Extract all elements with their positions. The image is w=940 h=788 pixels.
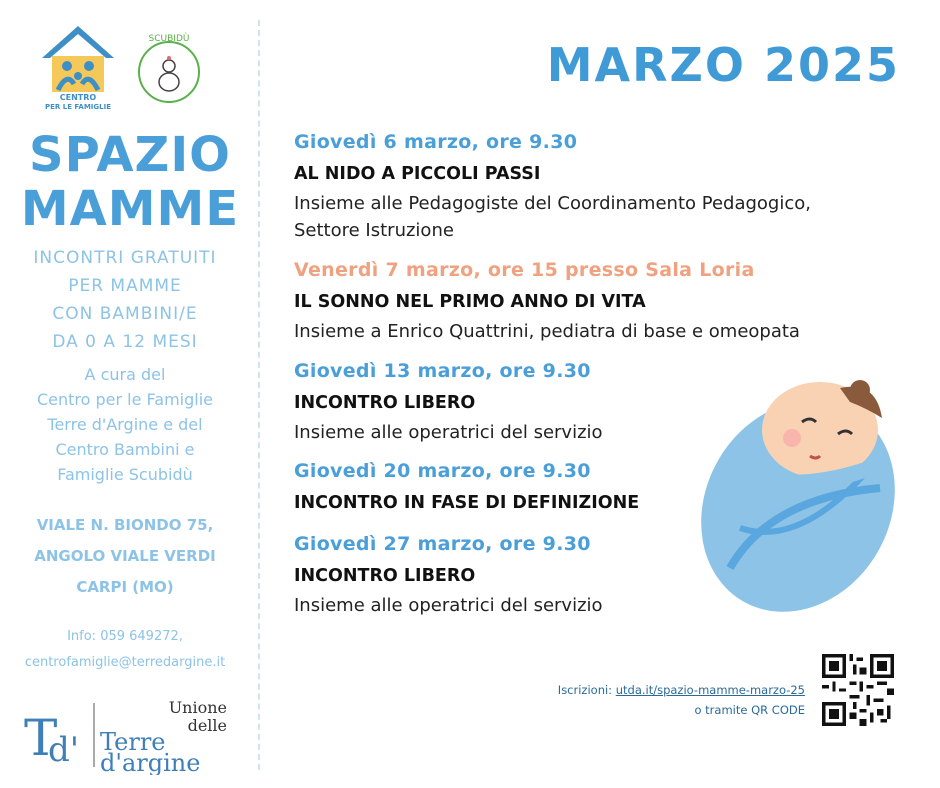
curated-line: A cura del	[84, 365, 166, 384]
event-title: INCONTRO LIBERO	[294, 566, 476, 586]
title-mamme: MAMME	[20, 181, 240, 237]
address-line: CARPI (MO)	[76, 578, 174, 596]
event-desc	[294, 592, 603, 619]
event-desc	[294, 419, 603, 446]
centro-famiglie-logo	[40, 24, 116, 110]
event-desc-line: Insieme alle Pedagogiste del Coordinamento Pedagogico,	[294, 193, 811, 214]
event-date: Giovedì 13 marzo, ore 9.30	[294, 360, 591, 382]
event-title: INCONTRO IN FASE DI DEFINIZIONE	[294, 493, 640, 513]
event-desc-line: Insieme alle operatrici del servizio	[294, 422, 603, 443]
event-desc-line: Settore Istruzione	[294, 220, 454, 241]
logo-home-line2: PER LE FAMIGLIE	[45, 103, 111, 110]
unione-terre-dargine-logo	[22, 695, 242, 775]
registration-label: Iscrizioni:	[557, 683, 616, 697]
swaddled-baby-illustration	[680, 378, 900, 618]
subhead-line: CON BAMBINI/E	[52, 304, 198, 324]
subhead	[10, 244, 240, 356]
registration-link[interactable]: utda.it/spazio-mamme-marzo-25	[615, 683, 805, 697]
address-line: VIALE N. BIONDO 75,	[36, 516, 214, 534]
address-line: ANGOLO VIALE VERDI	[34, 547, 216, 565]
union-dargine: d'argine	[100, 749, 201, 775]
qr-note: o tramite QR CODE	[694, 703, 805, 717]
logo-scubidu-text: SCUBIDÙ	[148, 34, 190, 44]
event-title: AL NIDO A PICCOLI PASSI	[294, 164, 541, 184]
info-phone: Info: 059 649272,	[67, 629, 183, 644]
qr-code[interactable]	[822, 654, 894, 726]
column-divider	[258, 20, 260, 770]
curated-line: Famiglie Scubidù	[57, 465, 193, 484]
registration-info	[558, 680, 805, 720]
curated-by	[10, 362, 240, 487]
union-delle: delle	[187, 716, 227, 735]
scubidu-logo	[134, 30, 204, 106]
svg-text:d': d'	[48, 730, 80, 770]
event-date: Venerdì 7 marzo, ore 15 presso Sala Loria	[294, 259, 755, 281]
subhead-line: INCONTRI GRATUITI	[33, 248, 217, 268]
info-email[interactable]: centrofamiglie@terredargine.it	[24, 655, 226, 670]
curated-line: Centro Bambini e	[55, 440, 195, 459]
event-title: IL SONNO NEL PRIMO ANNO DI VITA	[294, 292, 646, 312]
event-date: Giovedì 6 marzo, ore 9.30	[294, 131, 578, 153]
svg-text:T: T	[24, 709, 58, 767]
union-terre: Terre	[100, 728, 166, 756]
subhead-line: PER MAMME	[68, 276, 182, 296]
event-desc-line: Insieme alle operatrici del servizio	[294, 595, 603, 616]
month-title: MARZO 2025	[546, 38, 900, 92]
event-date: Giovedì 27 marzo, ore 9.30	[294, 533, 591, 555]
event-desc-line: Insieme a Enrico Quattrini, pediatra di base e omeopata	[294, 321, 800, 342]
logo-home-line1: CENTRO	[59, 93, 97, 102]
event-title: INCONTRO LIBERO	[294, 393, 476, 413]
contact-info	[0, 624, 250, 676]
event-desc	[294, 318, 800, 345]
title-spazio: SPAZIO	[29, 127, 231, 183]
event-desc	[294, 190, 811, 244]
curated-line: Centro per le Famiglie	[36, 390, 214, 409]
address	[10, 510, 240, 603]
event-date: Giovedì 20 marzo, ore 9.30	[294, 460, 591, 482]
union-unione: Unione	[168, 698, 227, 717]
registration-line	[558, 680, 805, 700]
subhead-line: DA 0 A 12 MESI	[52, 332, 198, 352]
curated-line: Terre d'Argine e del	[47, 415, 203, 434]
